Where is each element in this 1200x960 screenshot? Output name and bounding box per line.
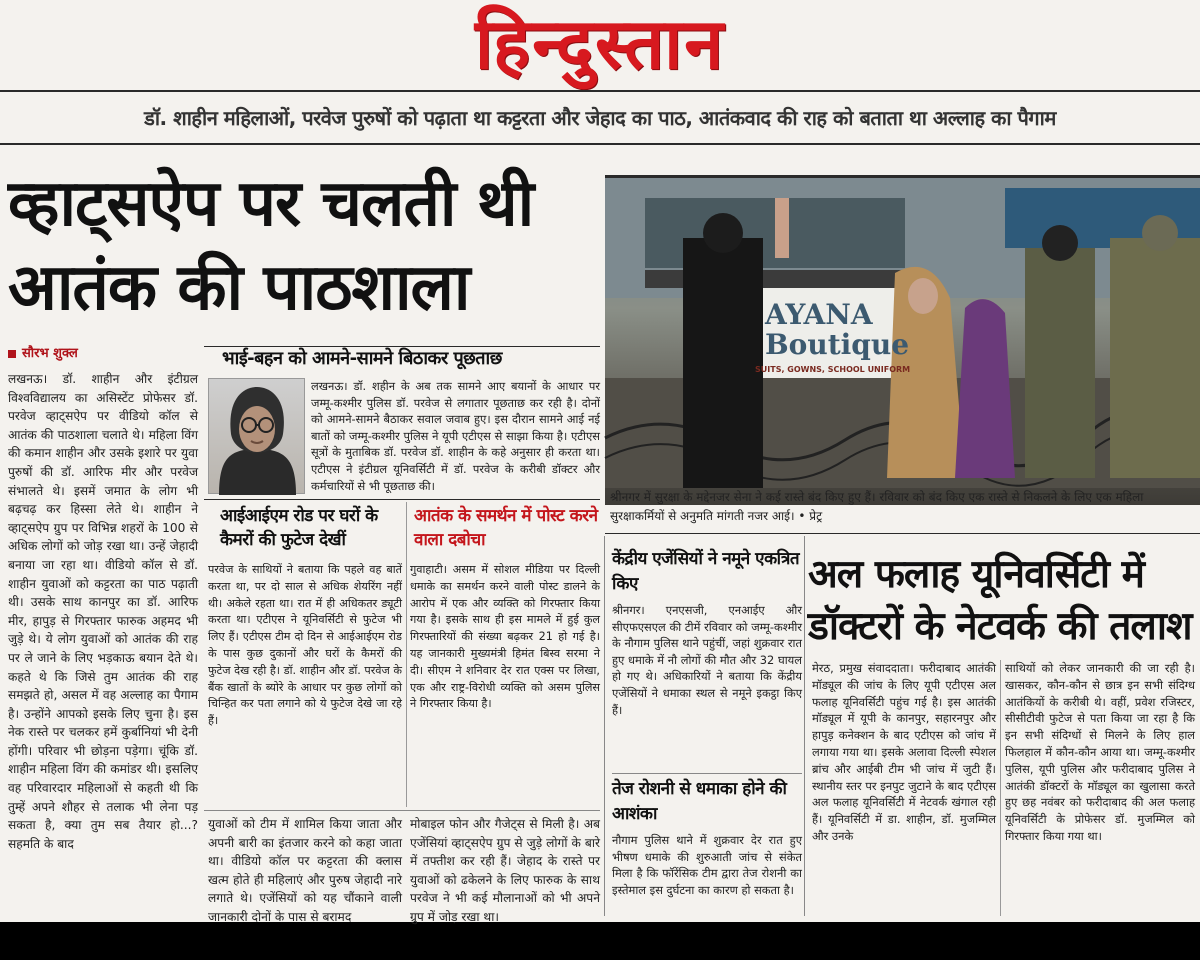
byline-marker-icon [8, 350, 16, 358]
alfalah-headline-line2: डॉक्टरों के नेटवर्क की तलाश [808, 604, 1192, 649]
photo-signboard: AYANA Boutique [765, 298, 910, 361]
col-divider-1 [406, 502, 407, 807]
interrogation-text: लखनऊ। डॉ. शहीन के अब तक सामने आए बयानों के आधार पर जम्मू-कश्मीर पुलिस डॉ. परवेज से लगातार पूछताछ कर रही है। दोनों को आमने-सामने बैठाकर सवाल जवाब हुए। इस दौरान सामने आई नई बातों को जम्मू-कश्मीर पुलिस ने यूपी एटीएस से साझा किया है। एटीएस सूत्रों के मुताबिक डॉ. परवेज डॉ. शाहीन के कहे अनुसार ही करता था। एटीएस ने इंटीग्रल यूनिवर्सिटी में डॉ. परवेज के करीबी डॉक्टर और कर्मचारियों से भी पूछताछ की। [311, 379, 600, 493]
portrait-photo [208, 378, 305, 494]
rule-caption [605, 533, 1200, 534]
iim-heading: आईआईएम रोड पर घरों के कैमरों की फुटेज देखीं [220, 506, 378, 550]
alfalah-col2: साथियों को लेकर जानकारी की जा रही है। खासकर, कौन-कौन से छात्र इन सभी संदिग्ध आतंकियों के करीबी थे। वहीं, प्रवेश रजिस्टर, सीसीटीवी फुटेज से पता किया जा रहा है कि इन सभी संदिग्धों से मिलने के लिए हाल फिलहाल में कौन-कौन आया था। जम्मू-कश्मीर पुलिस, यूपी पुलिस और फरीदाबाद पुलिस ने आतंकी डॉक्टरों के मॉड्यूल का खुलासा करते हुए छह नवंबर को फरीदाबाद की अल फलाह यूनिवर्सिटी के प्रोफेसर डॉ. मुजम्मिल को गिरफ्तार किया गया था। [1005, 661, 1195, 843]
rule-story-continue [204, 810, 600, 811]
interrogation-heading: भाई-बहन को आमने-सामने बिठाकर पूछताछ [222, 348, 502, 369]
masthead-rule [0, 90, 1200, 92]
rule-iim [204, 499, 600, 500]
assam-heading: आतंक के समर्थन में पोस्ट करने वाला दबोचा [414, 506, 598, 550]
col-divider-4 [1000, 660, 1001, 916]
col-divider-2 [604, 536, 605, 916]
main-headline [8, 162, 598, 342]
light-heading: तेज रोशनी से धमाका होने की आशंका [612, 779, 787, 824]
alfalah-col1: मेरठ, प्रमुख संवाददाता। फरीदाबाद आतंकी मॉड्यूल की जांच के लिए यूपी एटीएस अल फलाह यूनिवर्सिटी पहुंच गई है। इस आतंकी मॉड्यूल में यूपी के कानपुर, सहारनपुर और हापुड़ कनेक्शन के बाद एटीएस को जांच में लगाया गया था। इसके अलावा दिल्ली स्पेशल ब्रांच और आईबी टीम भी जांच में जुटी हैं। स्थानीय स्तर पर इनपुट जुटाने के बाद एटीएस अल फलाह यूनिवर्सिटी में नेटवर्क खंगाल रही हैं। यूनिवर्सिटी में डा. शाहीन, डॉ. मुजम्मिल और उनके [812, 661, 996, 843]
kicker-rule [0, 143, 1200, 145]
col-divider-3 [804, 536, 805, 916]
main-headline-line2: आतंक की पाठशाला [8, 251, 470, 325]
photo-caption: श्रीनगर में सुरक्षा के मद्देनजर सेना ने कई रास्ते बंद किए हुए हैं। रविवार को बंद किए एक रास्ते से निकलने के लिए एक महिला सुरक्षाकर्मियों से अनुमति मांगती नजर आई। • प्रेट्र [610, 490, 1144, 523]
photo-sign-line: SUITS, GOWNS, SCHOOL UNIFORM [755, 365, 911, 374]
main-story-col2: युवाओं को टीम में शामिल किया जाता और अपनी बारी का इंतजार करने को कहा जाता था। वीडियो कॉल पर कट्टरता की क्लास खत्म होते ही महिलाएं और पुरुष जेहादी नारे लगाते थे। एजेंसियों को यह चौंकाने वाली जानकारी दोनों के पास से बरामद [208, 817, 402, 924]
iim-text: परवेज के साथियों ने बताया कि पहले वह बातें करता था, पर दो साल से अधिक शेयरिंग नहीं थी। अकेले रहता था। रात में ही अधिकतर ड्यूटी करता था। एटीएस ने यूनिवर्सिटी से फुटेज भी लिए हैं। एटीएस टीम दो दिन से आईआईएम रोड के पास कुछ दुकानों और घरों के कैमरों की फुटेज देख रही है। डॉ. शाहीन और डॉ. परवेज के बैंक खातों के ब्योरे के आधार पर कुछ लोगों को चिन्हित कर पता लगाने को ये फुटेज देखे जा रहे हैं। [208, 563, 402, 728]
rule-light [612, 773, 802, 774]
kicker-line: डॉ. शाहीन महिलाओं, परवेज पुरुषों को पढ़ाता था कट्टरता और जेहाद का पाठ, आतंकवाद की राह को बताता था अल्लाह का पैगाम [144, 106, 1056, 130]
byline: सौरभ शुक्ल [8, 343, 198, 365]
assam-text: गुवाहाटी। असम में सोशल मीडिया पर दिल्ली धमाके का समर्थन करने वाली पोस्ट डालने के आरोप में एक और व्यक्ति को गिरफ्तार किया गया है। इसके साथ ही इस मामले में हुई कुल गिरफ्तारियों की संख्या बढ़कर 21 हो गई है। यह जानकारी मुख्यमंत्री हिमंत बिस्व सरमा ने दी। सीएम ने शनिवार देर रात एक्स पर लिखा, एक और राष्ट्र-विरोधी व्यक्ति को असम पुलिस ने गिरफ्तार किया है। [410, 563, 600, 711]
alfalah-headline-line1: अल फलाह यूनिवर्सिटी में [808, 552, 1144, 597]
masthead-title: हिन्दुस्तान [474, 2, 726, 85]
samples-text: श्रीनगर। एनएसजी, एनआईए और सीएफएसएल की टीमें रविवार को जम्मू-कश्मीर के नौगाम पुलिस थाने पहुंचीं, जहां शुक्रवार रात हुए धमाके में नौ लोगों की मौत और 32 घायल हो गए थे। अधिकारियों ने बताया कि केंद्रीय एजेंसियों ने धमाका स्थल से नमूने इकट्ठा किए हैं। [612, 603, 802, 717]
main-story-col3: मोबाइल फोन और गैजेट्स से मिली है। अब एजेंसियां व्हाट्सऐप ग्रुप से जुड़े लोगों के बारे में तफ्तीश कर रही हैं। जेहाद के रास्ते पर युवाओं को ढकेलने के लिए फारुक के साथ परवेज ने भी कई मौलानाओं को भी अपने ग्रुप में जोड़ रखा था। [410, 817, 600, 924]
news-photo [605, 175, 1200, 505]
masthead [0, 0, 1200, 88]
main-headline-line1: व्हाट्सऐप पर चलती थी [8, 167, 534, 241]
light-text: नौगाम पुलिस थाने में शुक्रवार देर रात हुए भीषण धमाके की शुरुआती जांच से संकेत मिला है कि फॉरेंसिक टीम द्वारा तेज रोशनी का इस्तेमाल इस दुर्घटना का कारण हो सकता है। [612, 833, 802, 897]
alfalah-headline [808, 549, 1200, 659]
portrait-figure-icon [209, 379, 306, 495]
samples-heading: केंद्रीय एजेंसियों ने नमूने एकत्रित किए [612, 549, 800, 594]
main-story-col1: लखनऊ। डॉ. शाहीन और इंटीग्रल विश्वविद्यालय का असिस्टेंट प्रोफेसर डॉ. परवेज व्हाट्सऐप पर वीडियो कॉल से आतंक की पाठशाला चलाते थे। महिला विंग की कमान शाहीन और उसके इशारे पर युवा पुरुषों की डॉ. आरिफ मीर और परवेज संभालते थे। इसमें जमात के लोग भी बढ़चढ़ कर हिस्सा लेते थे। शाहीन ने व्हाट्सऐप ग्रुप पर विभिन्न शहरों के 100 से अधिक लोगों को जोड़ रखा था। उन्हें जेहादी बनाया जा रहा था। वीडियो कॉल से डॉ. शाहीन युवाओं को कट्टरता का पाठ पढ़ाती थी। उसके साथ कानपुर का डॉ. आरिफ मीर, हापुड़ से गिरफ्तार फारुक अहमद भी जुड़े थे। ये लोग युवाओं को आतंक की राह पर ले जाने के लिए भड़काऊ बयान देते थे। कहते थे कि जिसे तुम आतंक की राह समझते हो, असल में वह अल्लाह का पैगाम है। उन्होंने आपको इसके लिए चुना है। इस नेक रास्ते पर चलकर हमें कुर्बानियां भी देनी होंगी। परिवार भी छोड़ना पड़ेगा। चूंकि डॉ. शाहीन महिला विंग की कमांडर थी। इसलिए वह परिवारदार महिलाओं से कहती थी कि तुम्हें अपने शौहर से तलाक भी लेना पड़ सकता है, क्या तुम सब तैयार हो...? सहमति के बाद [8, 372, 198, 851]
